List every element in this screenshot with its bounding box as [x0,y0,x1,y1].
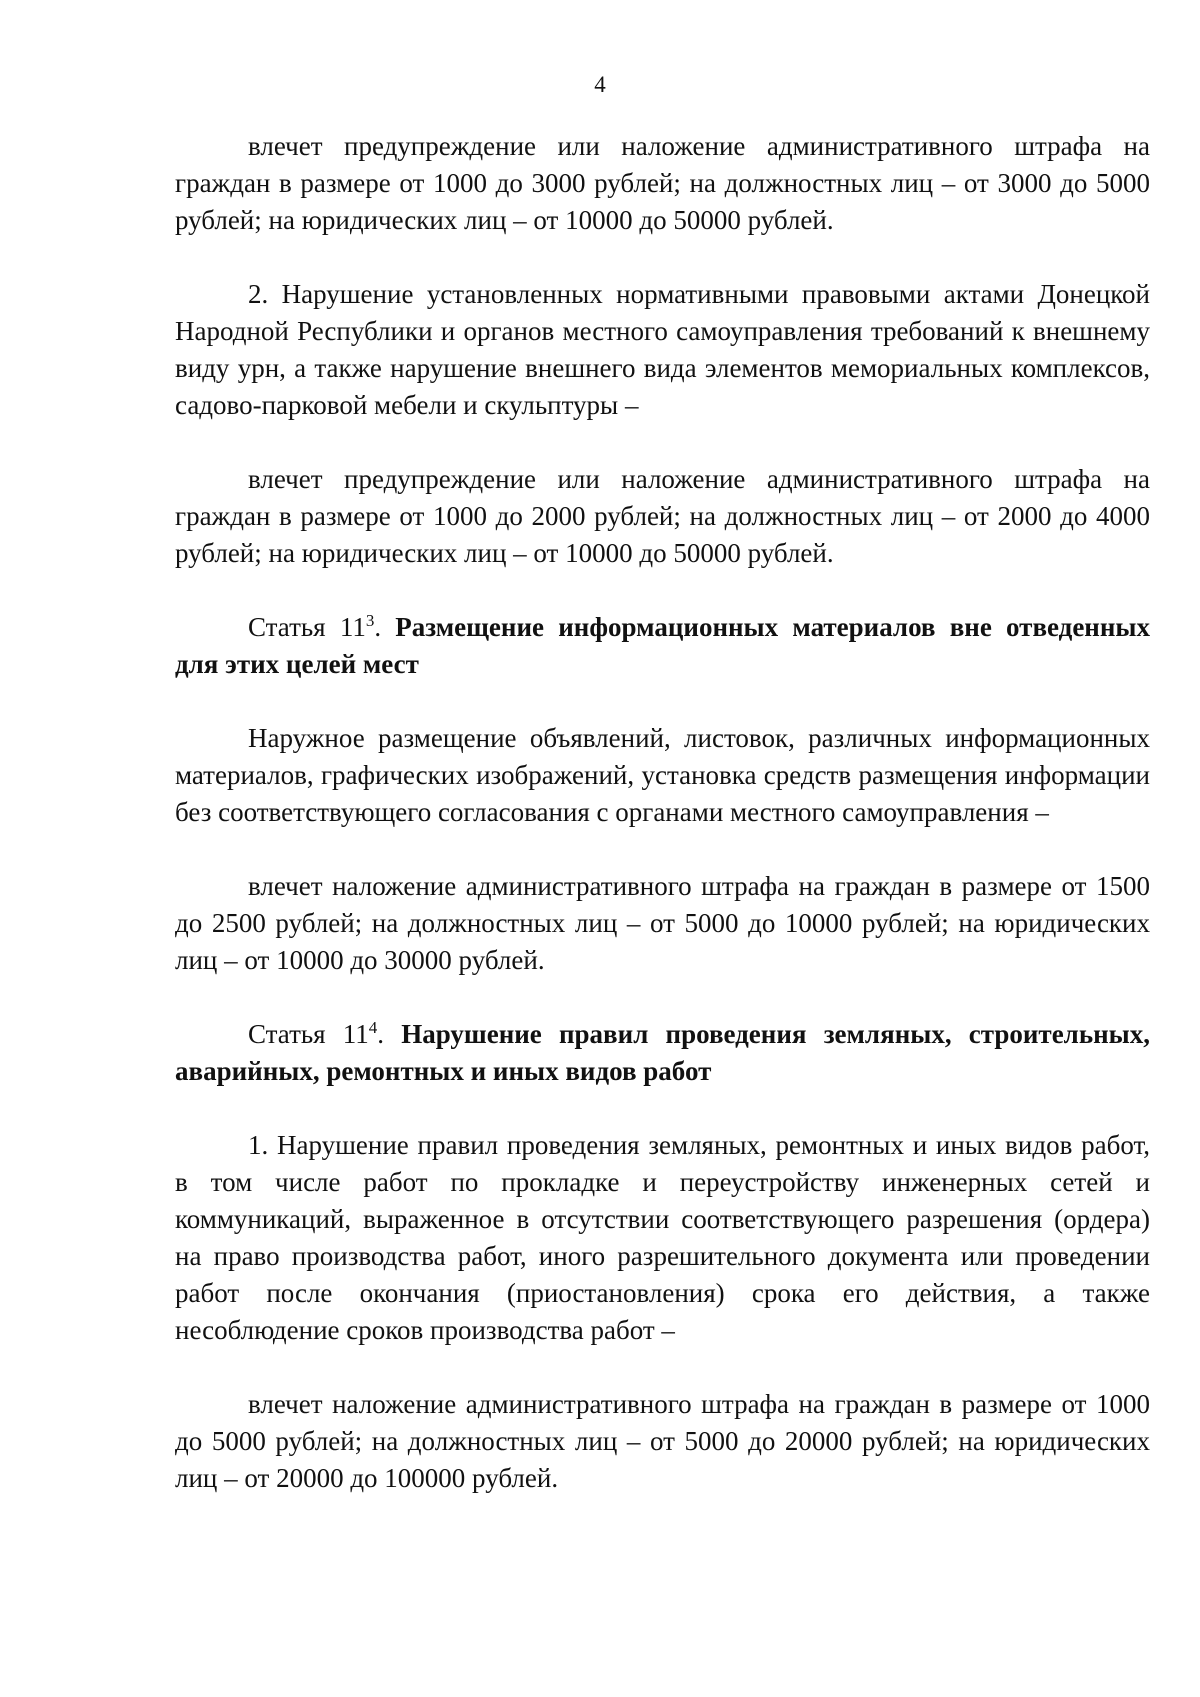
penalty-paragraph-2: влечет предупреждение или наложение административного штрафа на граждан в размере от 1000 до 2000 рублей; на должностных лиц – от 2000 до 4000 рублей; на юридических лиц – от 10000 до 50000 рублей. [175,464,1150,568]
article-11-4-prefix: Статья 11 [248,1019,369,1049]
article-11-3-penalty: влечет наложение административного штрафа на граждан в размере от 1500 до 2500 рублей; на должностных лиц – от 5000 до 10000 рублей; на юридических лиц – от 10000 до 30000 рублей. [175,871,1150,975]
article-11-3-title: Размещение информационных материалов вне отведенных для этих целей мест [175,612,1150,679]
article-11-4-dot: . [377,1019,402,1049]
article-11-3-dot: . [374,612,396,642]
article-11-4-superscript: 4 [368,1018,378,1037]
article-11-3-heading [175,609,1150,683]
document-body [175,128,1150,1497]
article-11-3-superscript: 3 [365,611,375,630]
article-11-3-body: Наружное размещение объявлений, листовок, различных информационных материалов, графических изображений, установка средств размещения информации без соответствующего согласования с органами местного самоуправления – [175,723,1150,827]
penalty-paragraph-1: влечет предупреждение или наложение административного штрафа на граждан в размере от 1000 до 3000 рублей; на должностных лиц – от 3000 до 5000 рублей; на юридических лиц – от 10000 до 50000 рублей. [175,131,1150,235]
violation-paragraph-2: 2. Нарушение установленных нормативными правовыми актами Донецкой Народной Республики и органов местного самоуправления требований к внешнему виду урн, а также нарушение внешнего вида элементов мемориальных комплексов, садово-парковой мебели и скульптуры – [175,279,1150,420]
article-11-3-prefix: Статья 11 [248,612,366,642]
page-number: 4 [594,72,606,97]
article-11-4-title: Нарушение правил проведения земляных, строительных, аварийных, ремонтных и иных видов работ [175,1019,1150,1086]
article-11-4-heading [175,1016,1150,1090]
article-11-4-penalty: влечет наложение административного штрафа на граждан в размере от 1000 до 5000 рублей; на должностных лиц – от 5000 до 20000 рублей; на юридических лиц – от 20000 до 100000 рублей. [175,1389,1150,1493]
article-11-4-body: 1. Нарушение правил проведения земляных, ремонтных и иных видов работ, в том числе работ по прокладке и переустройству инженерных сетей и коммуникаций, выраженное в отсутствии соответствующего разрешения (ордера) на право производства работ, иного разрешительного документа или проведении работ после окончания (приостановления) срока его действия, а также несоблюдение сроков производства работ – [175,1130,1150,1345]
